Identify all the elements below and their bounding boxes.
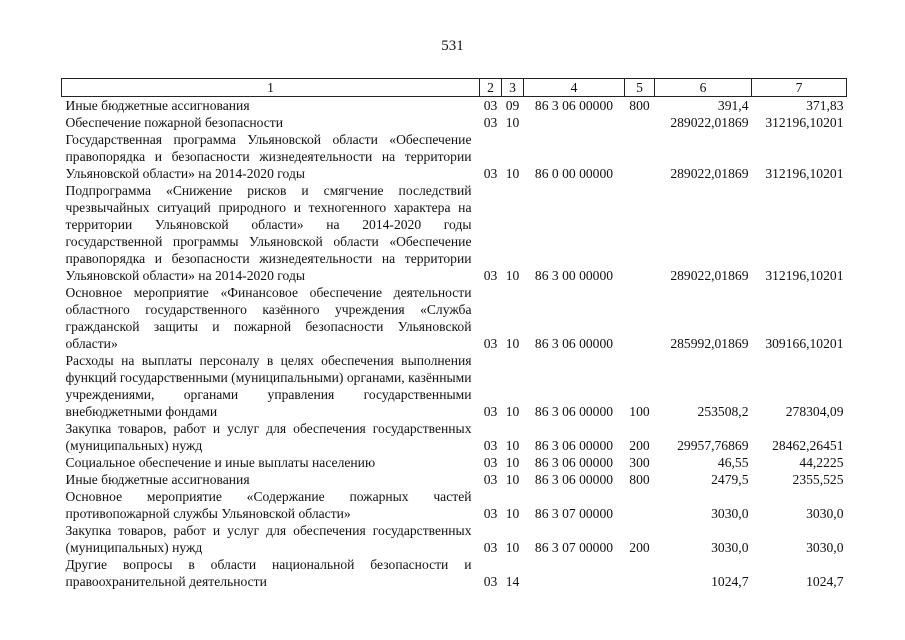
row-subsection: 10: [505, 336, 520, 351]
table-row: [62, 420, 847, 454]
row-subsection: 10: [505, 166, 520, 181]
row-name: Иные бюджетные ассигнования: [65, 98, 250, 113]
row-target-code: 86 3 06 00000: [534, 455, 614, 470]
row-amount-2: 3030,0: [806, 540, 844, 555]
table-row: [62, 131, 847, 182]
row-section: 03: [483, 506, 498, 521]
row-amount-1: 1024,7: [711, 574, 749, 589]
row-expense-type: [625, 488, 655, 522]
row-expense-type: [625, 182, 655, 284]
header-col-4: 4: [524, 79, 625, 97]
header-col-6: 6: [655, 79, 752, 97]
row-subsection: 10: [505, 455, 520, 470]
row-name: Основное мероприятие «Содержание пожарных частей противопожарной службы Ульяновской области»: [65, 489, 472, 521]
table-row: [62, 114, 847, 131]
row-name: Закупка товаров, работ и услуг для обеспечения государственных (муниципальных) нужд: [65, 523, 472, 555]
row-amount-1: 285992,01869: [670, 336, 749, 351]
row-expense-type: 800: [629, 472, 650, 487]
page-number: 531: [441, 38, 464, 54]
row-amount-2: 3030,0: [806, 506, 844, 521]
row-section: 03: [483, 98, 498, 113]
row-amount-2: 2355,525: [792, 472, 844, 487]
row-section: 03: [483, 455, 498, 470]
table-header: [62, 79, 847, 97]
row-target-code: 86 3 07 00000: [534, 540, 614, 555]
row-section: 03: [483, 404, 498, 419]
header-col-2: 2: [480, 79, 502, 97]
row-expense-type: 100: [629, 404, 650, 419]
row-target-code: [524, 556, 625, 590]
table-row: [62, 556, 847, 590]
row-name: Обеспечение пожарной безопасности: [65, 115, 284, 130]
table-row: [62, 454, 847, 471]
row-subsection: 10: [505, 540, 520, 555]
row-section: 03: [483, 336, 498, 351]
row-amount-1: 3030,0: [711, 540, 749, 555]
header-col-5: 5: [625, 79, 655, 97]
row-amount-1: 2479,5: [711, 472, 749, 487]
row-section: 03: [483, 268, 498, 283]
row-name: Закупка товаров, работ и услуг для обеспечения государственных (муниципальных) нужд: [65, 421, 472, 453]
row-amount-1: 391,4: [717, 98, 749, 113]
row-amount-2: 312196,10201: [765, 115, 844, 130]
row-subsection: 10: [505, 472, 520, 487]
row-subsection: 10: [505, 115, 520, 130]
row-name: Расходы на выплаты персоналу в целях обеспечения выполнения функций государственными (муниципальными) органами, казёнными учреждениями, органами управления государственными внебюджетными фондами: [65, 353, 472, 419]
row-name: Социальное обеспечение и иные выплаты населению: [65, 455, 376, 470]
row-section: 03: [483, 574, 498, 589]
header-col-1: 1: [62, 79, 480, 97]
row-name: Иные бюджетные ассигнования: [65, 472, 250, 487]
row-amount-2: 28462,26451: [772, 438, 844, 453]
row-expense-type: 200: [629, 438, 650, 453]
header-col-3: 3: [502, 79, 524, 97]
row-subsection: 10: [505, 506, 520, 521]
row-amount-1: 3030,0: [711, 506, 749, 521]
row-amount-1: 289022,01869: [670, 166, 749, 181]
row-amount-2: 371,83: [806, 98, 844, 113]
row-name: Государственная программа Ульяновской области «Обеспечение правопорядка и безопасности жизнедеятельности на территории Ульяновской области» на 2014-2020 годы: [65, 132, 472, 181]
row-expense-type: [625, 131, 655, 182]
row-target-code: 86 3 06 00000: [534, 336, 614, 351]
table-row: [62, 284, 847, 352]
row-target-code: [524, 114, 625, 131]
row-amount-2: 1024,7: [806, 574, 844, 589]
row-amount-2: 312196,10201: [765, 166, 844, 181]
row-section: 03: [483, 438, 498, 453]
row-section: 03: [483, 472, 498, 487]
row-amount-1: 253508,2: [697, 404, 749, 419]
row-subsection: 10: [505, 404, 520, 419]
row-amount-1: 289022,01869: [670, 268, 749, 283]
row-target-code: 86 3 06 00000: [534, 472, 614, 487]
table-row: [62, 471, 847, 488]
row-section: 03: [483, 166, 498, 181]
row-target-code: 86 3 00 00000: [534, 268, 614, 283]
table-row: [62, 488, 847, 522]
row-subsection: 10: [505, 438, 520, 453]
row-section: 03: [483, 115, 498, 130]
row-amount-1: 46,55: [717, 455, 749, 470]
row-section: 03: [483, 540, 498, 555]
row-amount-1: 289022,01869: [670, 115, 749, 130]
row-target-code: 86 0 00 00000: [534, 166, 614, 181]
row-amount-2: 278304,09: [785, 404, 844, 419]
table-row: [62, 97, 847, 115]
row-target-code: 86 3 07 00000: [534, 506, 614, 521]
row-expense-type: [625, 284, 655, 352]
header-col-7: 7: [752, 79, 847, 97]
row-name: Подпрограмма «Снижение рисков и смягчение последствий чрезвычайных ситуаций природного и техногенного характера на территории Ульяновской области» на 2014-2020 годы государственной программы Ульяновской области «Обеспечение правопорядка и безопасности жизнедеятельности на территории Ульяновской области» на 2014-2020 годы: [65, 183, 472, 283]
row-amount-2: 44,2225: [799, 455, 844, 470]
row-target-code: 86 3 06 00000: [534, 98, 614, 113]
row-expense-type: 200: [629, 540, 650, 555]
row-expense-type: [625, 556, 655, 590]
row-expense-type: 800: [629, 98, 650, 113]
row-amount-2: 312196,10201: [765, 268, 844, 283]
table-body: [62, 97, 847, 591]
table-row: [62, 522, 847, 556]
row-amount-1: 29957,76869: [677, 438, 749, 453]
row-subsection: 10: [505, 268, 520, 283]
row-amount-2: 309166,10201: [765, 336, 844, 351]
header-row: [62, 79, 847, 97]
row-target-code: 86 3 06 00000: [534, 438, 614, 453]
row-subsection: 09: [505, 98, 520, 113]
row-name: Другие вопросы в области национальной безопасности и правоохранительной деятельности: [65, 557, 472, 589]
budget-table: [61, 78, 847, 590]
table-row: [62, 182, 847, 284]
table-row: [62, 352, 847, 420]
row-name: Основное мероприятие «Финансовое обеспечение деятельности областного государственного казённого учреждения «Служба гражданской защиты и пожарной безопасности Ульяновской области»: [65, 285, 472, 351]
row-expense-type: [625, 114, 655, 131]
row-subsection: 14: [505, 574, 520, 589]
row-target-code: 86 3 06 00000: [534, 404, 614, 419]
row-expense-type: 300: [629, 455, 650, 470]
